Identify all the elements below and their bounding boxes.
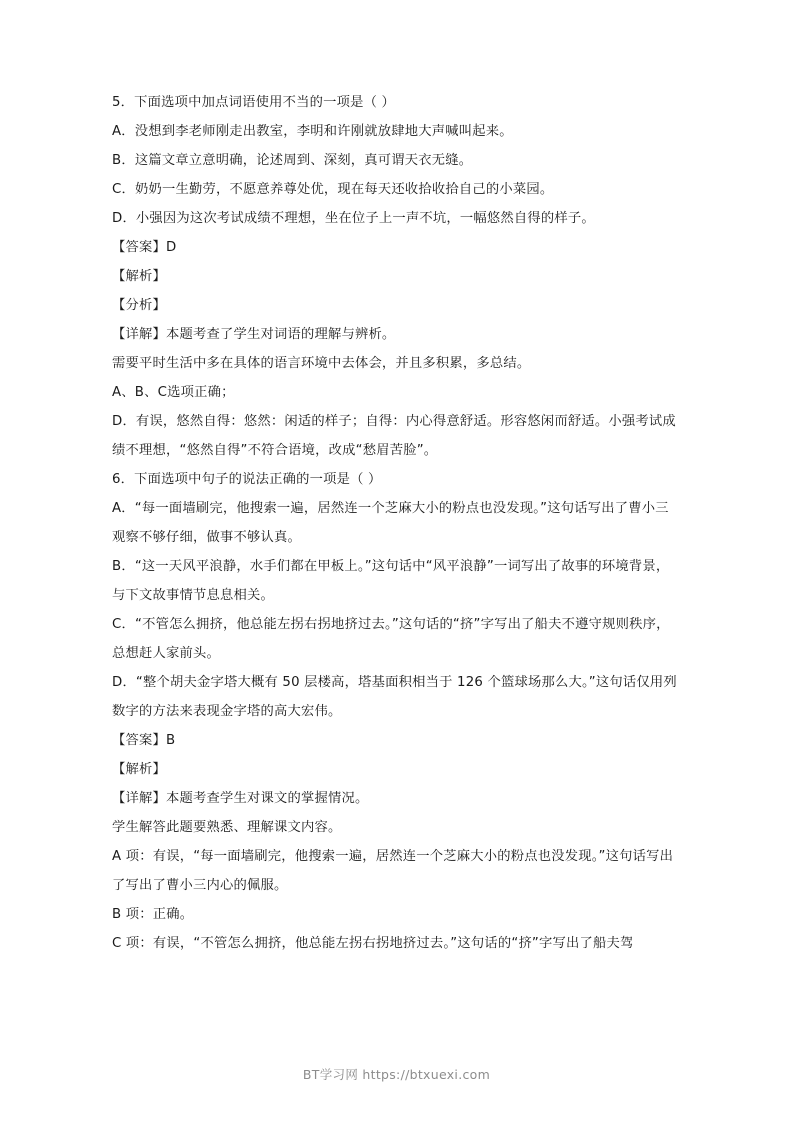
question-5-breakdown-label: 【分析】 (112, 298, 166, 313)
question-6-detail-secondary: 学生解答此题要熟悉、理解课文内容。 (112, 820, 342, 835)
question-5-detail: 【详解】本题考查了学生对词语的理解与辨析。 (112, 327, 396, 342)
document-body (112, 88, 682, 958)
question-5-stem: 5．下面选项中加点词语使用不当的一项是（ ） (112, 95, 396, 110)
question-6-analysis-label: 【解析】 (112, 762, 166, 777)
question-6-option-a: A．“每一面墙刷完，他搜索一遍，居然连一个芝麻大小的粉点也没发现。”这句话写出了曹小三观察不够仔细，做事不够认真。 (112, 501, 669, 545)
question-5-detail-secondary: 需要平时生活中多在具体的语言环境中去体会，并且多积累，多总结。 (112, 356, 531, 371)
question-5-option-d: D．小强因为这次考试成绩不理想，坐在位子上一声不坑，一幅悠然自得的样子。 (112, 211, 595, 226)
question-6-answer: 【答案】B (112, 733, 176, 748)
question-6-option-c: C．“不管怎么拥挤，他总能左拐右拐地挤过去。”这句话的“挤”字写出了船夫不遵守规则秩序，总想赶人家前头。 (112, 617, 670, 661)
question-5-option-a: A．没想到李老师刚走出教室，李明和许刚就放肆地大声喊叫起来。 (112, 124, 513, 139)
question-5-answer: 【答案】D (112, 240, 177, 255)
question-6-option-d: D．“整个胡夫金字塔大概有 50 层楼高，塔基面积相当于 126 个篮球场那么大。”这句话仅用列数字的方法来表现金字塔的高大宏伟。 (112, 675, 677, 719)
question-5-option-b: B．这篇文章立意明确，论述周到、深刻，真可谓天衣无缝。 (112, 153, 473, 168)
question-6-option-b: B．“这一天风平浪静，水手们都在甲板上。”这句话中“风平浪静”一词写出了故事的环境背景，与下文故事情节息息相关。 (112, 559, 670, 603)
question-5-option-d-explanation: D．有误，悠然自得：悠然：闲适的样子；自得：内心得意舒适。形容悠闲而舒适。小强考试成绩不理想，“悠然自得”不符合语境，改成“愁眉苦脸”。 (112, 414, 676, 458)
page-footer-watermark: BT学习网 https://btxuexi.com (302, 1067, 491, 1082)
question-6-item-c-explanation: C 项：有误，“不管怎么拥挤，他总能左拐右拐地挤过去。”这句话的“挤”字写出了船夫驾 (112, 936, 634, 951)
question-6-item-b-explanation: B 项：正确。 (112, 907, 194, 922)
question-5-analysis-label: 【解析】 (112, 269, 166, 284)
question-6-detail: 【详解】本题考查学生对课文的掌握情况。 (112, 791, 369, 806)
question-6-stem: 6．下面选项中句子的说法正确的一项是（ ） (112, 472, 382, 487)
question-5-option-c: C．奶奶一生勤劳，不愿意养尊处优，现在每天还收拾收拾自己的小菜园。 (112, 182, 554, 197)
question-5-options-abc-note: A、B、C选项正确； (112, 385, 235, 400)
question-6-item-a-explanation: A 项：有误，“每一面墙刷完，他搜索一遍，居然连一个芝麻大小的粉点也没发现。”这句话写出了写出了曹小三内心的佩服。 (112, 849, 674, 893)
